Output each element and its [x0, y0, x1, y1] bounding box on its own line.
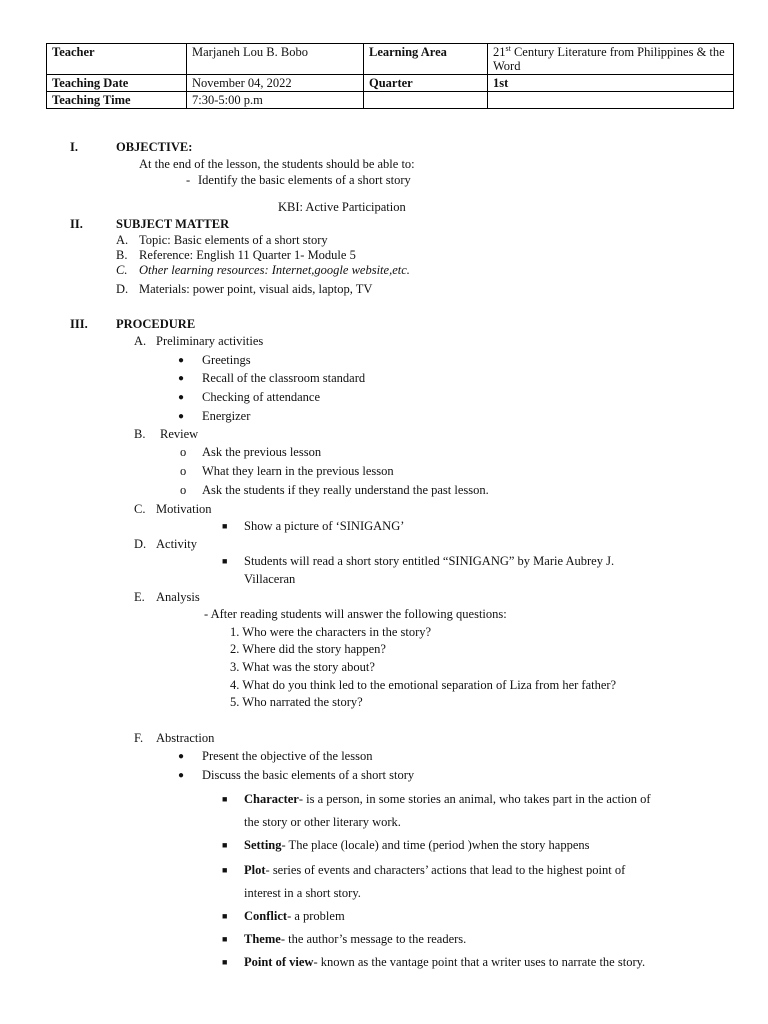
circle-bullet-icon: o — [180, 445, 187, 459]
list-item: Ask the students if they really understand the past lesson. — [202, 483, 489, 497]
list-marker: F. — [134, 731, 144, 745]
list-marker: C. — [134, 502, 146, 516]
list-item: Checking of attendance — [202, 390, 321, 404]
empty-cell — [488, 92, 734, 109]
element-term: Conflict — [244, 909, 288, 923]
quarter-value: 1st — [488, 75, 734, 92]
list-item: What they learn in the previous lesson — [202, 464, 394, 478]
list-marker: B. — [134, 427, 146, 441]
list-marker: - — [186, 173, 191, 187]
subsection-label: Preliminary activities — [156, 334, 264, 348]
bullet-icon: ● — [178, 392, 185, 403]
list-marker: B. — [116, 248, 128, 262]
square-bullet-icon: ■ — [222, 840, 228, 850]
element-term: Character — [244, 792, 299, 806]
list-marker: D. — [134, 537, 147, 551]
teaching-date-value: November 04, 2022 — [187, 75, 364, 92]
bullet-icon: ● — [178, 770, 185, 781]
element-definition: Character- is a person, in some stories an animal, who takes part in the action of — [244, 792, 651, 806]
objective-intro: At the end of the lesson, the students should be able to: — [139, 157, 415, 171]
element-term: Plot — [244, 863, 266, 877]
bullet-icon: ● — [178, 355, 185, 366]
section-title-objective: OBJECTIVE: — [116, 140, 193, 154]
element-definition: Plot- series of events and characters’ actions that lead to the highest point of — [244, 863, 626, 877]
teaching-time-value: 7:30-5:00 p.m — [187, 92, 364, 109]
square-bullet-icon: ■ — [222, 957, 228, 967]
teacher-label: Teacher — [47, 44, 187, 75]
analysis-intro: - After reading students will answer the following questions: — [204, 607, 507, 621]
subsection-label: Abstraction — [156, 731, 215, 745]
element-definition-continued: the story or other literary work. — [244, 815, 401, 829]
subsection-label: Activity — [156, 537, 197, 551]
teaching-time-label: Teaching Time — [47, 92, 187, 109]
question-item: 4. What do you think led to the emotional separation of Liza from her father? — [230, 678, 617, 692]
lesson-header-table — [46, 43, 734, 109]
question-item: 1. Who were the characters in the story? — [230, 625, 432, 639]
question-item: 3. What was the story about? — [230, 660, 375, 674]
question-item: 5. Who narrated the story? — [230, 695, 363, 709]
element-definition: Point of view- known as the vantage point that a writer uses to narrate the story. — [244, 955, 646, 969]
square-bullet-icon: ■ — [222, 521, 228, 531]
table-row — [47, 44, 734, 75]
table-row — [47, 75, 734, 92]
list-item: Greetings — [202, 353, 251, 367]
teaching-date-label: Teaching Date — [47, 75, 187, 92]
empty-cell — [364, 92, 488, 109]
bullet-icon: ● — [178, 751, 185, 762]
list-marker: E. — [134, 590, 145, 604]
element-definition: Setting- The place (locale) and time (period )when the story happens — [244, 838, 590, 852]
square-bullet-icon: ■ — [222, 865, 228, 875]
list-item: Other learning resources: Internet,google website,etc. — [139, 263, 410, 277]
list-marker: D. — [116, 282, 129, 296]
subsection-label: Review — [160, 427, 199, 441]
section-title-subject-matter: SUBJECT MATTER — [116, 217, 230, 231]
circle-bullet-icon: o — [180, 483, 187, 497]
bullet-icon: ● — [178, 411, 185, 422]
subsection-label: Analysis — [156, 590, 200, 604]
question-item: 2. Where did the story happen? — [230, 642, 386, 656]
element-definition-continued: interest in a short story. — [244, 886, 361, 900]
element-term: Setting — [244, 838, 282, 852]
list-item: Students will read a short story entitled “SINIGANG” by Marie Aubrey J. — [244, 554, 615, 568]
section-title-procedure: PROCEDURE — [116, 317, 196, 331]
objective-item: Identify the basic elements of a short story — [198, 173, 411, 187]
element-term: Theme — [244, 932, 281, 946]
list-item: Energizer — [202, 409, 251, 423]
section-number: II. — [70, 217, 83, 231]
square-bullet-icon: ■ — [222, 934, 228, 944]
kbi-text: KBI: Active Participation — [278, 200, 406, 214]
list-item: Reference: English 11 Quarter 1- Module 5 — [139, 248, 356, 262]
learning-area-label: Learning Area — [364, 44, 488, 75]
list-item-continued: Villaceran — [244, 572, 296, 586]
element-definition: Conflict- a problem — [244, 909, 345, 923]
table-row — [47, 92, 734, 109]
list-marker: A. — [116, 233, 129, 247]
section-number: III. — [70, 317, 88, 331]
element-term: Point of view — [244, 955, 314, 969]
list-item: Present the objective of the lesson — [202, 749, 373, 763]
bullet-icon: ● — [178, 373, 185, 384]
list-marker: C. — [116, 263, 128, 277]
circle-bullet-icon: o — [180, 464, 187, 478]
subsection-label: Motivation — [156, 502, 212, 516]
list-item: Materials: power point, visual aids, laptop, TV — [139, 282, 373, 296]
element-definition: Theme- the author’s message to the readers. — [244, 932, 467, 946]
square-bullet-icon: ■ — [222, 556, 228, 566]
square-bullet-icon: ■ — [222, 911, 228, 921]
teacher-value: Marjaneh Lou B. Bobo — [187, 44, 364, 75]
section-number: I. — [70, 140, 78, 154]
list-item: Topic: Basic elements of a short story — [139, 233, 328, 247]
list-marker: A. — [134, 334, 147, 348]
list-item: Recall of the classroom standard — [202, 371, 366, 385]
list-item: Ask the previous lesson — [202, 445, 322, 459]
square-bullet-icon: ■ — [222, 794, 228, 804]
list-item: Show a picture of ‘SINIGANG’ — [244, 519, 405, 533]
list-item: Discuss the basic elements of a short story — [202, 768, 415, 782]
learning-area-value: 21st Century Literature from Philippines & the Word — [488, 44, 734, 75]
quarter-label: Quarter — [364, 75, 488, 92]
